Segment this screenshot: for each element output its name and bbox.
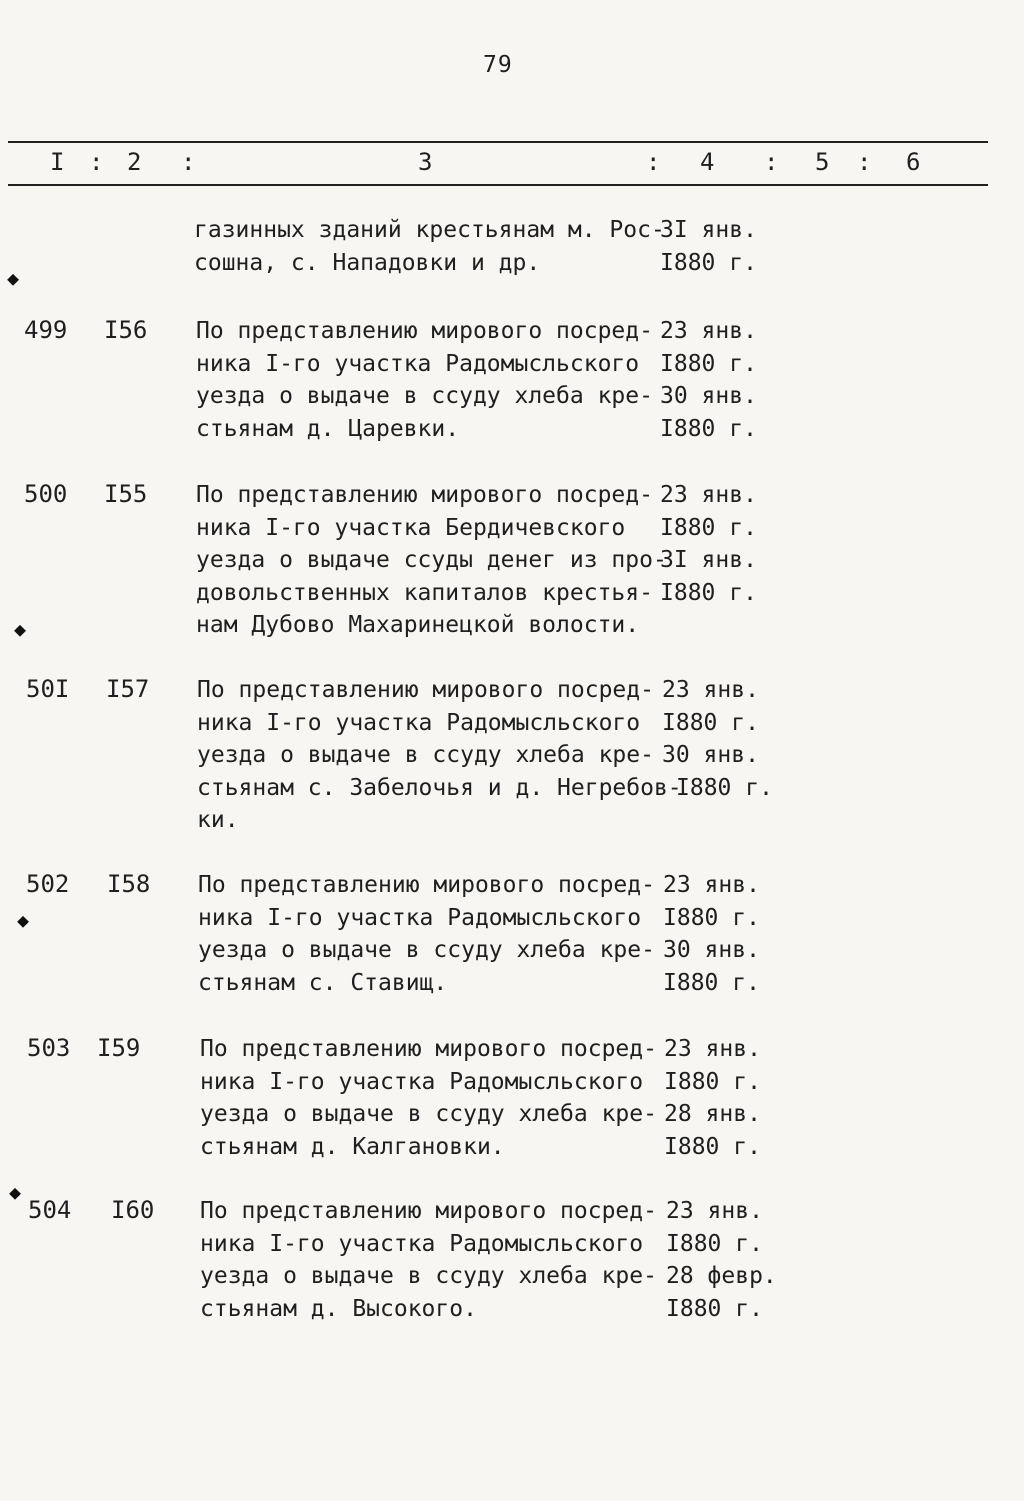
- entry-description: [194, 214, 665, 279]
- description-line: ника I-го участка Радомысльского: [200, 1230, 644, 1257]
- column-separator: :: [646, 148, 661, 176]
- description-line: По представлению мирового посред-: [196, 482, 653, 508]
- date-line: I880 г.: [660, 579, 757, 606]
- description-line: По представлению мирового посред-: [196, 318, 653, 344]
- description-line: ника I-го участка Радомысльского: [197, 709, 641, 736]
- hole-punch-mark: ◆: [17, 908, 30, 932]
- description-line: ника I-го участка Радомысльского: [200, 1068, 644, 1095]
- description-line: газинных зданий крестьянам м. Рос-: [194, 217, 665, 243]
- column-header-6: 6: [906, 148, 921, 176]
- entry-number-col2: I60: [111, 1196, 155, 1224]
- entry-dates: [663, 869, 760, 999]
- description-line: стьянам с. Ставищ.: [198, 969, 448, 996]
- date-line: I880 г.: [660, 350, 757, 377]
- entry-number-col1: 503: [27, 1034, 71, 1062]
- description-line: По представлению мирового посред-: [198, 872, 655, 898]
- description-line: сошна, с. Нападовки и др.: [194, 249, 541, 276]
- entry-number-col1: 504: [28, 1196, 72, 1224]
- entry-number-col2: I55: [104, 480, 148, 508]
- entry-number-col1: 502: [26, 870, 70, 898]
- date-line: I880 г.: [666, 1295, 763, 1322]
- date-line: I880 г.: [664, 1068, 761, 1095]
- date-line: 23 янв.: [666, 1198, 763, 1224]
- entry-number-col2: I58: [107, 870, 151, 898]
- entry-description: [200, 1195, 657, 1325]
- description-line: ника I-го участка Радомысльского: [196, 350, 640, 377]
- date-line: I880 г.: [676, 774, 773, 801]
- entry-dates: [660, 479, 757, 609]
- description-line: нам Дубово Махаринецкой волости.: [196, 612, 640, 638]
- date-line: 23 янв.: [660, 318, 757, 344]
- description-line: По представлению мирового посред-: [200, 1198, 657, 1224]
- description-line: ки.: [197, 807, 239, 833]
- description-line: ника I-го участка Радомысльского: [198, 904, 642, 931]
- date-line: 23 янв.: [662, 677, 759, 703]
- entry-description: [198, 869, 655, 999]
- page-number: 79: [483, 52, 513, 78]
- entry-dates: [664, 1033, 761, 1163]
- date-line: 28 февр.: [666, 1263, 777, 1289]
- description-line: По представлению мирового посред-: [200, 1036, 657, 1062]
- date-line: 3I янв.: [660, 547, 757, 573]
- date-line: 30 янв.: [660, 383, 757, 409]
- column-separator: :: [181, 148, 196, 176]
- hole-punch-mark: ◆: [9, 1180, 22, 1204]
- date-line: I880 г.: [663, 904, 760, 931]
- column-separator: :: [89, 148, 104, 176]
- date-line: 23 янв.: [660, 482, 757, 508]
- entry-dates: [660, 315, 757, 445]
- entry-number-col1: 50I: [26, 675, 70, 703]
- entry-description: [200, 1033, 657, 1163]
- column-header-4: 4: [700, 148, 715, 176]
- entry-description: [196, 479, 667, 642]
- entry-number-col1: 499: [24, 316, 68, 344]
- column-header-5: 5: [815, 148, 830, 176]
- entry-description: [197, 674, 682, 837]
- entry-description: [196, 315, 653, 445]
- column-separator: :: [764, 148, 779, 176]
- description-line: ника I-го участка Бердичевского: [196, 514, 626, 541]
- date-line: 23 янв.: [664, 1036, 761, 1062]
- description-line: уезда о выдаче в ссуду хлеба кре-: [200, 1101, 657, 1127]
- header-bottom-rule: [8, 184, 988, 186]
- entry-dates: [660, 214, 757, 279]
- entry-number-col1: 500: [24, 480, 68, 508]
- hole-punch-mark: ◆: [7, 266, 20, 290]
- date-line: I880 г.: [662, 709, 759, 736]
- date-line: I880 г.: [664, 1133, 761, 1160]
- description-line: стьянам д. Высокого.: [200, 1295, 477, 1322]
- date-line: I880 г.: [660, 514, 757, 541]
- hole-punch-mark: ◆: [14, 617, 27, 641]
- description-line: уезда о выдаче в ссуду хлеба кре-: [196, 383, 653, 409]
- entry-number-col2: I56: [104, 316, 148, 344]
- entry-dates: [666, 1195, 777, 1325]
- description-line: стьянам с. Забелочья и д. Негребов-: [197, 774, 682, 801]
- date-line: 23 янв.: [663, 872, 760, 898]
- column-separator: :: [857, 148, 872, 176]
- date-line: 3I янв.: [660, 217, 757, 243]
- date-line: I880 г.: [660, 249, 757, 276]
- description-line: уезда о выдаче в ссуду хлеба кре-: [200, 1263, 657, 1289]
- description-line: довольственных капиталов крестья-: [196, 579, 653, 606]
- date-line: 30 янв.: [663, 937, 760, 963]
- entry-dates: [662, 674, 773, 804]
- date-line: 30 янв.: [662, 742, 759, 768]
- date-line: I880 г.: [663, 969, 760, 996]
- entry-number-col2: I59: [97, 1034, 141, 1062]
- header-top-rule: [8, 141, 988, 143]
- entry-number-col2: I57: [106, 675, 150, 703]
- description-line: стьянам д. Калгановки.: [200, 1133, 505, 1160]
- column-header-2: 2: [127, 148, 142, 176]
- column-header-3: 3: [418, 148, 433, 176]
- date-line: 28 янв.: [664, 1101, 761, 1127]
- description-line: уезда о выдаче в ссуду хлеба кре-: [198, 937, 655, 963]
- description-line: стьянам д. Царевки.: [196, 415, 460, 442]
- description-line: уезда о выдаче ссуды денег из про-: [196, 547, 667, 573]
- description-line: уезда о выдаче в ссуду хлеба кре-: [197, 742, 654, 768]
- date-line: I880 г.: [666, 1230, 763, 1257]
- description-line: По представлению мирового посред-: [197, 677, 654, 703]
- date-line: I880 г.: [660, 415, 757, 442]
- column-header-1: I: [50, 148, 65, 176]
